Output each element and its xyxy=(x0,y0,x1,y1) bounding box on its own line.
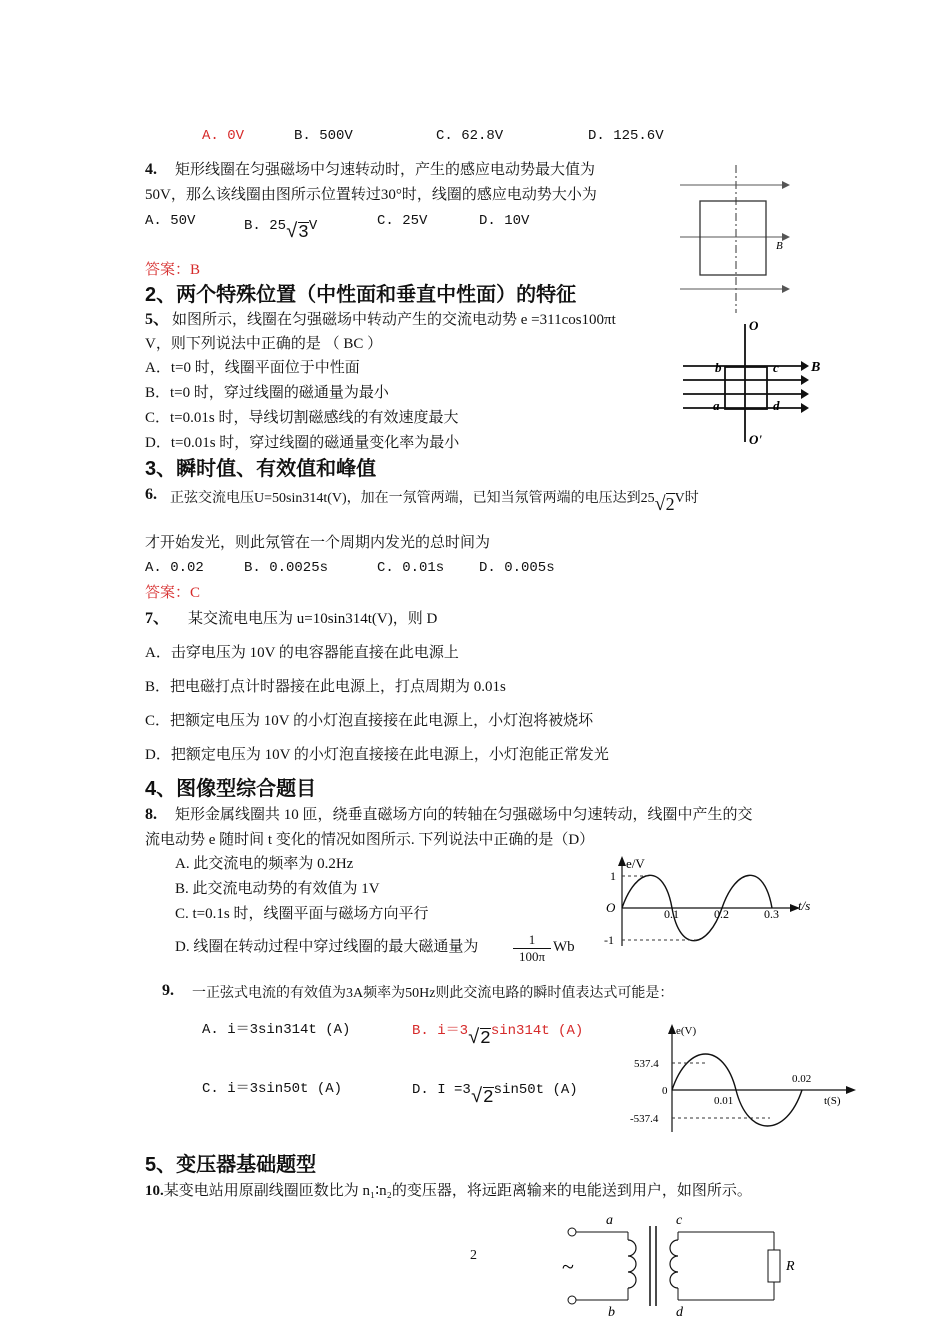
q9-ymin: -537.4 xyxy=(630,1113,659,1125)
q8-option-d-text: D. 线圈在转动过程中穿过线圈的最大磁通量为 xyxy=(175,939,479,955)
q9-number: 9. xyxy=(162,982,174,999)
section3-title: 3、瞬时值、有效值和峰值 xyxy=(145,458,377,480)
q8-ylabel: e/V xyxy=(626,856,645,871)
q8-x1: 0.1 xyxy=(664,907,679,921)
q5-line2: V，则下列说法中正确的是 （ BC ） xyxy=(145,336,383,352)
q9-option-d: D. I =3√2sin50t (A) xyxy=(412,1082,578,1109)
q3-option-a: A. 0V xyxy=(202,128,245,144)
q5-line1: 如图所示，线圈在匀强磁场中转动产生的交流电动势 e =311cos100πt xyxy=(172,312,616,328)
q10-terminal-c: c xyxy=(676,1213,683,1228)
q5-corner-a: a xyxy=(713,398,720,413)
q7-option-d: D．把额定电压为 10V 的小灯泡直接接在此电源上，小灯泡能正常发光 xyxy=(145,747,609,763)
q10-terminal-a: a xyxy=(606,1213,613,1228)
q9-voltage-graph xyxy=(630,1020,860,1136)
q8-x3: 0.3 xyxy=(764,907,779,921)
q9-x2: 0.02 xyxy=(792,1073,812,1085)
q5-option-d: D．t=0.01s 时，穿过线圈的磁通量变化率为最小 xyxy=(145,435,460,451)
q9-x1: 0.01 xyxy=(714,1095,734,1107)
q9-option-c: C. i＝3sin50t (A) xyxy=(202,1081,343,1097)
section2-title: 2、两个特殊位置（中性面和垂直中性面）的特征 xyxy=(145,284,577,306)
q6-option-b: B. 0.0025s xyxy=(244,560,329,576)
q4-field-label: B xyxy=(776,240,783,252)
section5-title: 5、变压器基础题型 xyxy=(145,1154,317,1176)
q9-xlabel: t(S) xyxy=(824,1095,841,1107)
q8-line1: 矩形金属线圈共 10 匝，绕垂直磁场方向的转轴在匀强磁场中匀速转动，线圈中产生的交 xyxy=(175,807,753,823)
q7-number: 7、 xyxy=(145,610,170,627)
q4-option-c: C. 25V xyxy=(377,213,428,229)
q8-option-b: B. 此交流电动势的有效值为 1V xyxy=(175,881,380,897)
q4-coil-figure xyxy=(680,165,790,315)
q7-line1: 某交流电电压为 u=10sin314t(V)，则 D xyxy=(188,611,438,627)
q9-origin: 0 xyxy=(662,1085,668,1097)
q6-line1: 正弦交流电压U=50sin314t(V)，加在一氖管两端，已知当氖管两端的电压达到25√2V时 xyxy=(170,491,699,515)
q10-terminal-b: b xyxy=(608,1305,615,1320)
q8-option-a: A. 此交流电的频率为 0.2Hz xyxy=(175,856,354,872)
q4-option-b: B. 25√3V xyxy=(244,218,318,244)
q8-number: 8. xyxy=(145,806,157,823)
q3-option-c: C. 62.8V xyxy=(436,128,504,144)
q4-option-a: A. 50V xyxy=(145,213,196,229)
q6-answer: 答案：C xyxy=(145,585,201,601)
q8-emf-graph xyxy=(600,852,820,952)
q5-axis-top-label: O xyxy=(749,318,759,333)
q4-answer: 答案：B xyxy=(145,262,201,278)
q7-option-c: C．把额定电压为 10V 的小灯泡直接接在此电源上，小灯泡将被烧坏 xyxy=(145,713,594,729)
q8-origin: O xyxy=(606,900,616,915)
q8-ymax: 1 xyxy=(610,869,616,883)
q5-option-b: B．t=0 时，穿过线圈的磁通量为最小 xyxy=(145,385,389,401)
q7-option-a: A．击穿电压为 10V 的电容器能直接在此电源上 xyxy=(145,645,459,661)
q7-option-b: B．把电磁打点计时器接在此电源上，打点周期为 0.01s xyxy=(145,679,506,695)
page-number: 2 xyxy=(470,1248,477,1263)
q10-line: 10.某变电站用原副线圈匝数比为 n₁∶n₂的变压器，将远距离输来的电能送到用户，如图所示。 xyxy=(145,1183,752,1199)
q6-number: 6. xyxy=(145,486,157,503)
q8-option-d-fraction: 1 100π xyxy=(513,932,551,965)
q5-option-a: A．t=0 时，线圈平面位于中性面 xyxy=(145,360,360,376)
q4-number: 4. xyxy=(145,161,157,178)
q5-corner-d: d xyxy=(773,398,780,413)
q6-option-d: D. 0.005s xyxy=(479,560,555,576)
q9-ymax: 537.4 xyxy=(634,1058,659,1070)
q5-axis-bottom-label: O' xyxy=(749,432,762,447)
q8-xlabel: t/s xyxy=(798,898,811,913)
q10-resistor-label: R xyxy=(786,1259,795,1274)
q4-option-d: D. 10V xyxy=(479,213,530,229)
q6-option-a: A. 0.02 xyxy=(145,560,204,576)
q5-number: 5、 xyxy=(145,311,170,328)
q9-ylabel: e(V) xyxy=(676,1025,697,1037)
q9-option-b: B. i＝3√2sin314t (A) xyxy=(412,1023,584,1050)
q5-option-c: C．t=0.01s 时，导线切割磁感线的有效速度最大 xyxy=(145,410,459,426)
q8-option-d-unit: Wb xyxy=(553,939,575,955)
q5-field-label: B xyxy=(811,360,821,375)
q8-ymin: -1 xyxy=(604,933,614,947)
q8-line2: 流电动势 e 随时间 t 变化的情况如图所示. 下列说法中正确的是（D） xyxy=(145,832,595,848)
q4-line1: 矩形线圈在匀强磁场中匀速转动时，产生的感应电动势最大值为 xyxy=(175,162,596,178)
q10-transformer-figure xyxy=(556,1210,806,1334)
q10-source-symbol: ~ xyxy=(562,1254,574,1279)
q9-line1: 一正弦式电流的有效值为3A频率为50Hz则此交流电路的瞬时值表达式可能是： xyxy=(192,986,674,1001)
q3-option-b: B. 500V xyxy=(294,128,353,144)
q5-coil-figure xyxy=(683,318,823,450)
q10-terminal-d: d xyxy=(676,1305,683,1320)
q5-corner-c: c xyxy=(773,360,779,375)
section4-title: 4、图像型综合题目 xyxy=(145,778,317,800)
q8-x2: 0.2 xyxy=(714,907,729,921)
q6-line2: 才开始发光，则此氖管在一个周期内发光的总时间为 xyxy=(145,535,491,551)
q3-option-d: D. 125.6V xyxy=(588,128,664,144)
q4-line2: 50V，那么该线圈由图所示位置转过30°时，线圈的感应电动势大小为 xyxy=(145,187,597,203)
q8-option-c: C. t=0.1s 时，线圈平面与磁场方向平行 xyxy=(175,906,429,922)
q5-corner-b: b xyxy=(715,360,722,375)
q6-option-c: C. 0.01s xyxy=(377,560,445,576)
q9-option-a: A. i＝3sin314t (A) xyxy=(202,1022,351,1038)
